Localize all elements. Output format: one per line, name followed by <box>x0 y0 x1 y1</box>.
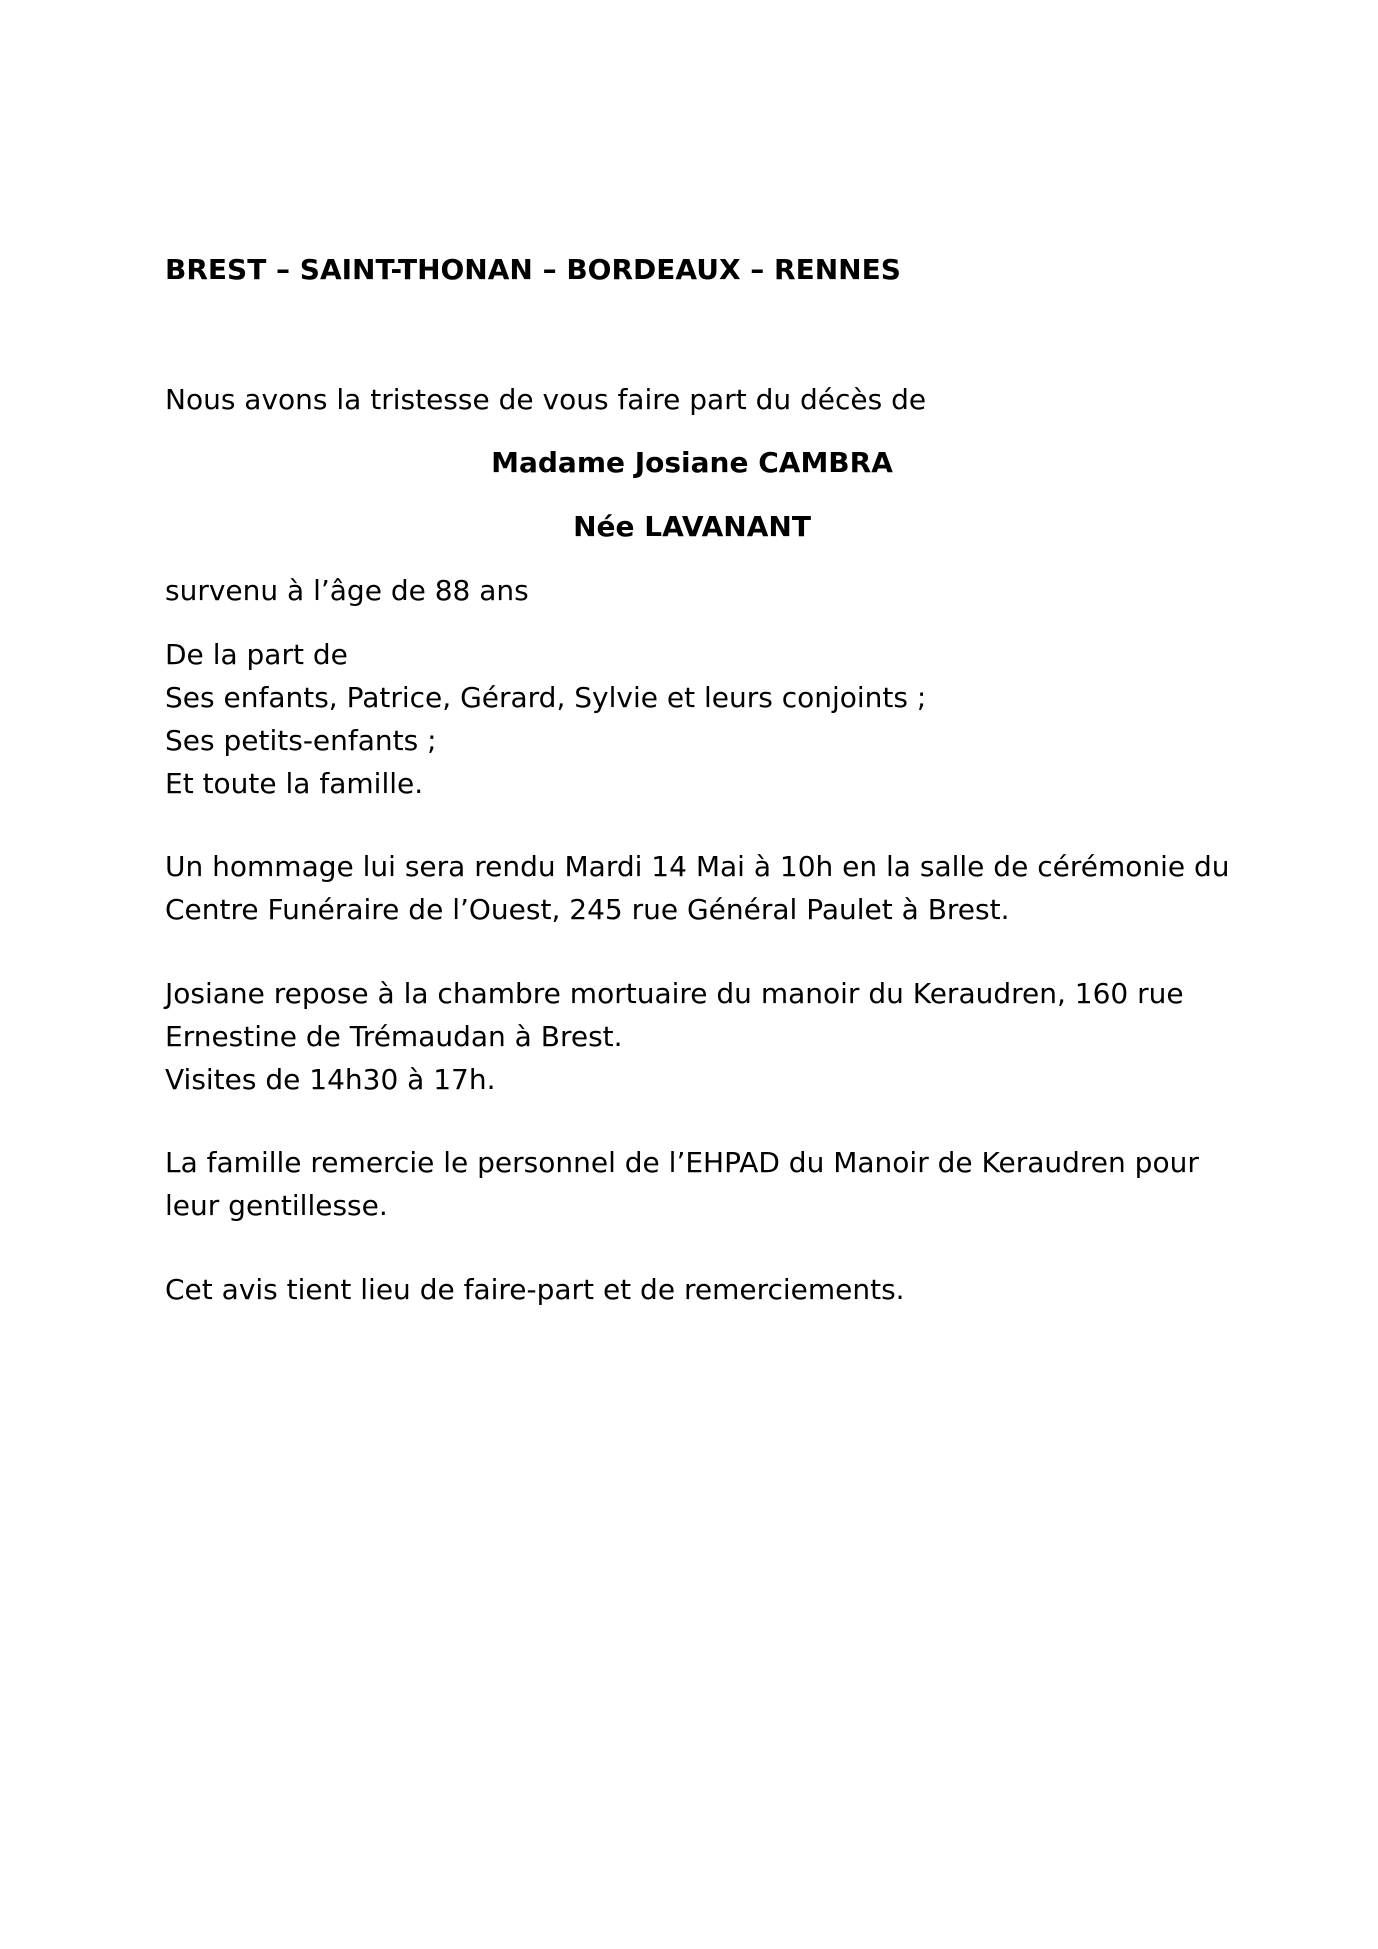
intro-text: Nous avons la tristesse de vous faire part du décès de <box>165 383 927 416</box>
thanks-line: leur gentillesse. <box>165 1189 388 1222</box>
family-line: Et toute la famille. <box>165 767 424 800</box>
visiting-hours: Visites de 14h30 à 17h. <box>165 1063 496 1096</box>
family-line: Ses enfants, Patrice, Gérard, Sylvie et leurs conjoints ; <box>165 681 927 714</box>
age-line: survenu à l’âge de 88 ans <box>165 574 529 607</box>
rest-line: Josiane repose à la chambre mortuaire du manoir du Keraudren, 160 rue <box>165 977 1184 1010</box>
tribute-line: Centre Funéraire de l’Ouest, 245 rue Général Paulet à Brest. <box>165 893 1010 926</box>
location-header: BREST – SAINT-THONAN – BORDEAUX – RENNES <box>165 253 901 286</box>
maiden-name: Née LAVANANT <box>573 510 811 543</box>
deceased-name: Madame Josiane CAMBRA <box>491 446 893 479</box>
tribute-line: Un hommage lui sera rendu Mardi 14 Mai à 10h en la salle de cérémonie du <box>165 850 1230 883</box>
family-line: Ses petits-enfants ; <box>165 724 437 757</box>
closing-text: Cet avis tient lieu de faire-part et de remerciements. <box>165 1273 905 1306</box>
thanks-line: La famille remercie le personnel de l’EHPAD du Manoir de Keraudren pour <box>165 1146 1199 1179</box>
family-line: De la part de <box>165 638 348 671</box>
rest-line: Ernestine de Trémaudan à Brest. <box>165 1020 623 1053</box>
